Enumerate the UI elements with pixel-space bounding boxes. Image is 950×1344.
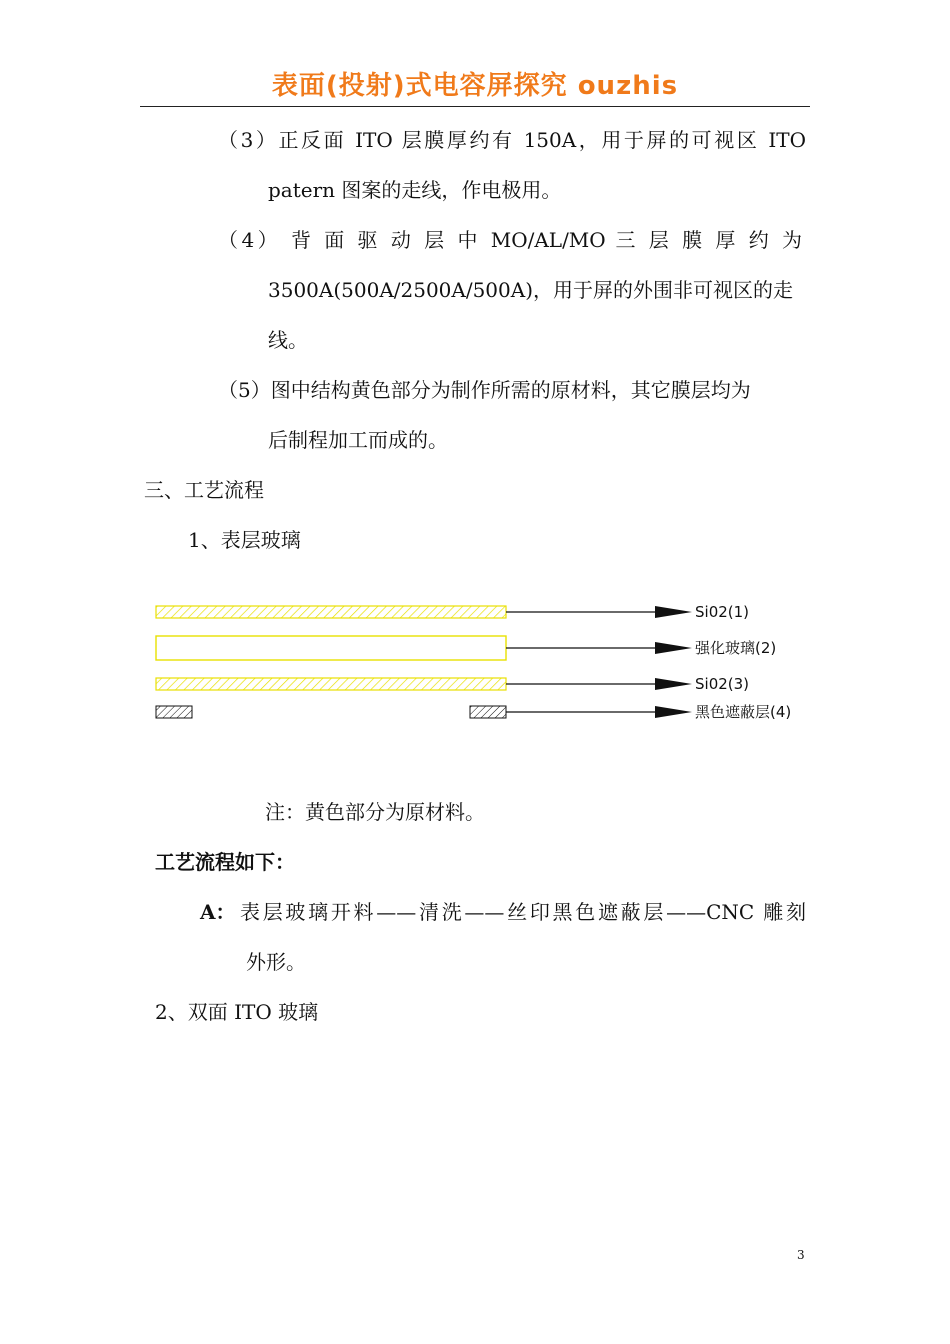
subsection-1-heading: 1、表层玻璃 <box>188 528 301 552</box>
layer-sio2-top <box>156 606 506 618</box>
layer-structure-diagram <box>150 596 830 736</box>
item-4-line-2: 3500A(500A/2500A/500A)，用于屏的外围非可视区的走 <box>268 278 793 302</box>
page-number: 3 <box>797 1248 805 1262</box>
arrow-head-4 <box>655 706 692 718</box>
diagram-label-1: Si02(1) <box>695 603 750 621</box>
arrow-head-3 <box>655 678 692 690</box>
item-4-line-1: （4） 背 面 驱 动 层 中 MO/AL/MO 三 层 膜 厚 约 为 <box>218 228 802 252</box>
layer-glass <box>156 636 506 660</box>
item-3-line-1: （3）正反面 ITO 层膜厚约有 150A，用于屏的可视区 ITO <box>218 128 806 152</box>
layer-sio2-bottom <box>156 678 506 690</box>
diagram-label-2: 强化玻璃(2) <box>695 639 777 657</box>
layer-black-mask-right <box>470 706 506 718</box>
flow-a-line-2: 外形。 <box>246 950 306 974</box>
subsection-2-heading: 2、双面 ITO 玻璃 <box>155 1000 319 1024</box>
header-title: 表面(投射)式电容屏探究 ouzhis <box>271 71 679 101</box>
arrow-head-1 <box>655 606 692 618</box>
item-3-line-2: patern 图案的走线，作电极用。 <box>268 178 562 202</box>
item-4-line-3: 线。 <box>268 328 308 352</box>
item-5-line-1: （5）图中结构黄色部分为制作所需的原材料，其它膜层均为 <box>218 378 751 402</box>
header-rule <box>140 106 810 107</box>
flow-a-line-1: 表层玻璃开料——清洗——丝印黑色遮蔽层——CNC 雕刻 <box>240 900 806 924</box>
arrow-head-2 <box>655 642 692 654</box>
diagram-label-4: 黑色遮蔽层(4) <box>695 703 792 721</box>
section-heading: 三、工艺流程 <box>144 478 264 502</box>
layer-black-mask-left <box>156 706 192 718</box>
diagram-label-3: Si02(3) <box>695 675 750 693</box>
item-5-line-2: 后制程加工而成的。 <box>268 428 448 452</box>
flow-a-label: A： <box>200 900 236 924</box>
diagram-note: 注：黄色部分为原材料。 <box>265 800 485 824</box>
flow-heading: 工艺流程如下： <box>155 850 295 874</box>
